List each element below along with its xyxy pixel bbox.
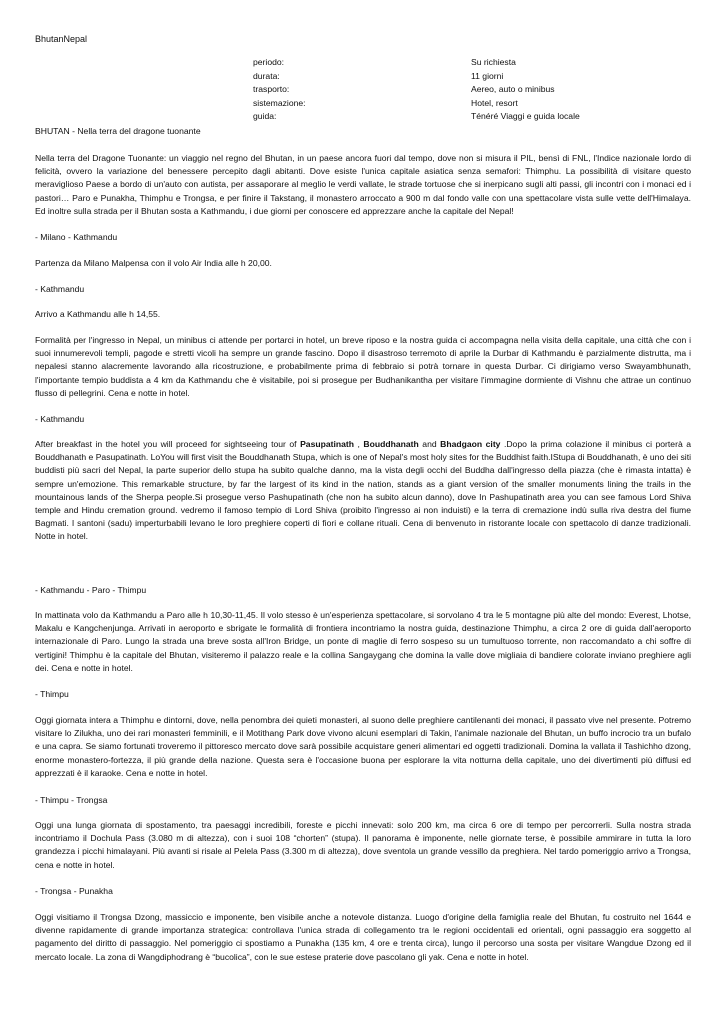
day-heading-milano-kathmandu: - Milano - Kathmandu xyxy=(35,232,118,242)
info-label: periodo: xyxy=(253,57,285,67)
document-title: BhutanNepal xyxy=(35,34,88,44)
day-text-thimpu: Oggi giornata intera a Thimphu e dintorni, dove, nella penombra dei quieti monasteri, al suono delle preghiere cantilenanti dei monaci, il passato vive nel presente. Potremo visitare lo Zilukha, uno dei rari monasteri femminili, e il Motithang Park dove vivono alcuni esemplari di Takin, l'animale nazionale del Bhutan, un buffo incrocio tra un bufalo e una capra. Se siamo fortunati troveremo il pittoresco mercato dove sarà possibile acquistare generi alimentari ed oggetti tradizionali. Domina la vallata il Tashichho dzong, enorme monastero-fortezza, il più grande della nazione. Questa sera è l'occasione buona per esplorare la vita notturna della capitale, uno dei divertimenti più diffusi ed apprezzati è il karaoke. Cena e notte in hotel. xyxy=(35,715,691,778)
text-part: After breakfast in the hotel you will proceed for sightseeing tour of xyxy=(35,439,301,449)
day-heading-thimpu-trongsa: - Thimpu - Trongsa xyxy=(35,795,108,805)
day-heading-kathmandu-arrival: - Kathmandu xyxy=(35,284,85,294)
intro-paragraph: Nella terra del Dragone Tuonante: un viaggio nel regno del Bhutan, in un paese ancora fuori dal tempo, dove non si misura il PIL, bensì di FNL, l'Indice nazionale lordo di felicità, ovvero la variazione del benessere percepito dagli abitanti. Dove esiste l'unica capitale asiatica senza semafori: Thimphu. La possibilità di visitare questo meraviglioso Paese a bordo di un'auto con autista, per assaporare al meglio le verdi vallate, le strade tortuose che si inerpicano sugli alti passi, gli incontri con i monaci ed i pastori… Paro e Punakha, Thimphu e Trongsa, e per finire il Takstang, il monastero arroccato a 900 m dal fondo valle con una spettacolare vista sulle vette dell'Himalaya. Ed inoltre sulla strada per il Bhutan sosta a Kathmandu, i due giorni per conoscere ed apprezzare anche la capitale del Nepal! xyxy=(35,153,691,216)
day-text-kathmandu-paro-thimpu: In mattinata volo da Kathmandu a Paro alle h 10,30-11,45. Il volo stesso è un'esperienza spettacolare, si sorvolano 4 tra le 5 montagne più alte del mondo: Everest, Lhotse, Makalu e Kangchenjunga. Arrivati in aeroporto e sbrigate le formalità di frontiera incontriamo la nostra guida, destinazione Thimphu, a circa 2 ore di guida dall'aeroporto internazionale di Paro. Lungo la strada una breve sosta all'Iron Bridge, un ponte di maglie di ferro sospeso su un tumultuoso torrente, non raccomandato a chi soffre di vertigini! Thimphu è la capitale del Bhutan, visiteremo il palazzo reale e la collina Sangaygang che domina la valle dove migliaia di bandiere colorate inviano preghiere agli dei. Cena e notte in hotel. xyxy=(35,610,691,673)
text-part: and xyxy=(418,439,441,449)
day-text-kathmandu-tour: Formalità per l'ingresso in Nepal, un minibus ci attende per portarci in hotel, un breve riposo e la nostra guida ci accompagna nella visita della capitale, una città che con i suoi innumerevoli templi, pagode e stretti vicoli ha sempre un grande fascino. Dopo il disastroso terremoto di aprile la Durbar di Kathmandu è parzialmente distrutta, ma i nepalesi stanno alacremente lavorando alla ricostruzione, e probabilmente prima di febbraio si potrà tornare in questa Durbar. Ci dirigiamo verso Swayambhunath, l'importante tempio buddista a 4 km da Kathmandu che è visitabile, poi si prosegue per Budhanikantha per visitare l'immagine dormiente di Vishnu che attrae un continuo flusso di pellegrini. Cena e notte in hotel. xyxy=(35,335,691,398)
day-heading-trongsa-punakha: - Trongsa - Punakha xyxy=(35,886,113,896)
info-value: Aereo, auto o minibus xyxy=(471,84,555,95)
place-bouddhanath: Bouddhanath xyxy=(363,439,419,449)
info-row-periodo xyxy=(253,56,633,70)
info-value: 11 giorni xyxy=(471,70,504,81)
info-label: durata: xyxy=(253,70,280,81)
place-pasupatinath: Pasupatinath xyxy=(300,439,355,449)
text-part: .Dopo la prima colazione il minibus ci porterà a Bouddhanath e Pasupatinath. LoYou will first visit the Bouddhanath Stupa, which is one of Nepal's most holy sites for the Buddhist faith.IStupa di Bouddhanath, è uno dei siti buddisti più sacri del Nepal, la parte superior dello stupa ha subito qualche danno, ma la vista degli occhi del Buddha dall'ingresso della piazza (che è rimasta intatta) è sempre un'emozione. This remarkable structure, by far the largest of its kind in the nation, stands as a giant version of the smaller monuments lining the trails in the mountainous lands of the Sherpa people.Si prosegue verso Pashupatinath (che non ha subito alcun danno), dove In Pashupatinath area you can see famous Lord Shiva temple and Hindu cremation ground. vedremo il famoso tempio di Lord Shiva (proibito l'ingresso ai non induisti) e la terra di cremazione indù sulla riva destra del fiume Bagmati. I santoni (sadu) imperturbabili levano le loro preghiere coperti di fiori e collane rituali. Cena di benvenuto in ristorante locale con spettacolo di danze tradizionali. Notte in hotel. xyxy=(35,439,692,542)
place-bhadgaon-city: Bhadgaon city xyxy=(440,439,501,449)
info-label: sistemazione: xyxy=(253,97,306,108)
day-heading-thimpu: - Thimpu xyxy=(35,689,69,699)
intro-heading: BHUTAN - Nella terra del dragone tuonante xyxy=(35,126,201,136)
info-row-sistemazione xyxy=(253,97,633,111)
day-heading-kathmandu-paro-thimpu: - Kathmandu - Paro - Thimpu xyxy=(35,585,147,595)
info-label: guida: xyxy=(253,111,277,122)
trip-info-table xyxy=(253,56,633,124)
info-row-guida xyxy=(253,110,633,124)
day-text-trongsa-punakha: Oggi visitiamo il Trongsa Dzong, massiccio e imponente, ben visibile anche a notevole distanza. Luogo d'origine della famiglia reale del Bhutan, fu costruito nel 1644 e divenne rapidamente di grande importanza strategica: controllava l'unica strada di collegamento tra le regioni occidentali ed orientali, ogni passaggio era soggetto al pagamento del diritto di passaggio. Nel pomeriggio ci spostiamo a Punakha (135 km, 4 ore e trenta circa), lungo il percorso una sosta per visitare Wangdue Dzong ed il mercato locale. La zona di Wangdiphodrang è “bucolica”, con le sue estese praterie dove pascolano gli yak. Cena e notte in hotel. xyxy=(35,912,691,962)
info-value: Su richiesta xyxy=(471,57,516,67)
text-part: , xyxy=(354,439,364,449)
info-value: Ténéré Viaggi e guida locale xyxy=(471,111,580,122)
day-text-milano-kathmandu: Partenza da Milano Malpensa con il volo Air India alle h 20,00. xyxy=(35,258,272,268)
info-label: trasporto: xyxy=(253,84,290,95)
day-text-kathmandu-sightseeing xyxy=(35,438,691,544)
info-row-trasporto xyxy=(253,83,633,97)
day-text-kathmandu-arrival: Arrivo a Kathmandu alle h 14,55. xyxy=(35,309,161,319)
info-value: Hotel, resort xyxy=(471,97,518,108)
day-text-thimpu-trongsa: Oggi una lunga giornata di spostamento, tra paesaggi incredibili, foreste e picchi innevati: solo 200 km, ma circa 6 ore di tempo per percorrerli. Sulla nostra strada incontriamo il Dochula Pass (3.080 m di altezza), con i suoi 108 “chorten” (stupa). Il panorama è imponente, nelle giornate terse, è possibile ammirare in tutta la loro grandezza i picchi himalayani. Più avanti si risale al Pelela Pass (3.300 m di altezza), dove sventola un grande vessillo da preghiera. Nel tardo pomeriggio arrivo a Trongsa, cena e notte in hotel. xyxy=(35,820,691,870)
day-heading-kathmandu: - Kathmandu xyxy=(35,414,85,424)
info-row-durata xyxy=(253,70,633,84)
